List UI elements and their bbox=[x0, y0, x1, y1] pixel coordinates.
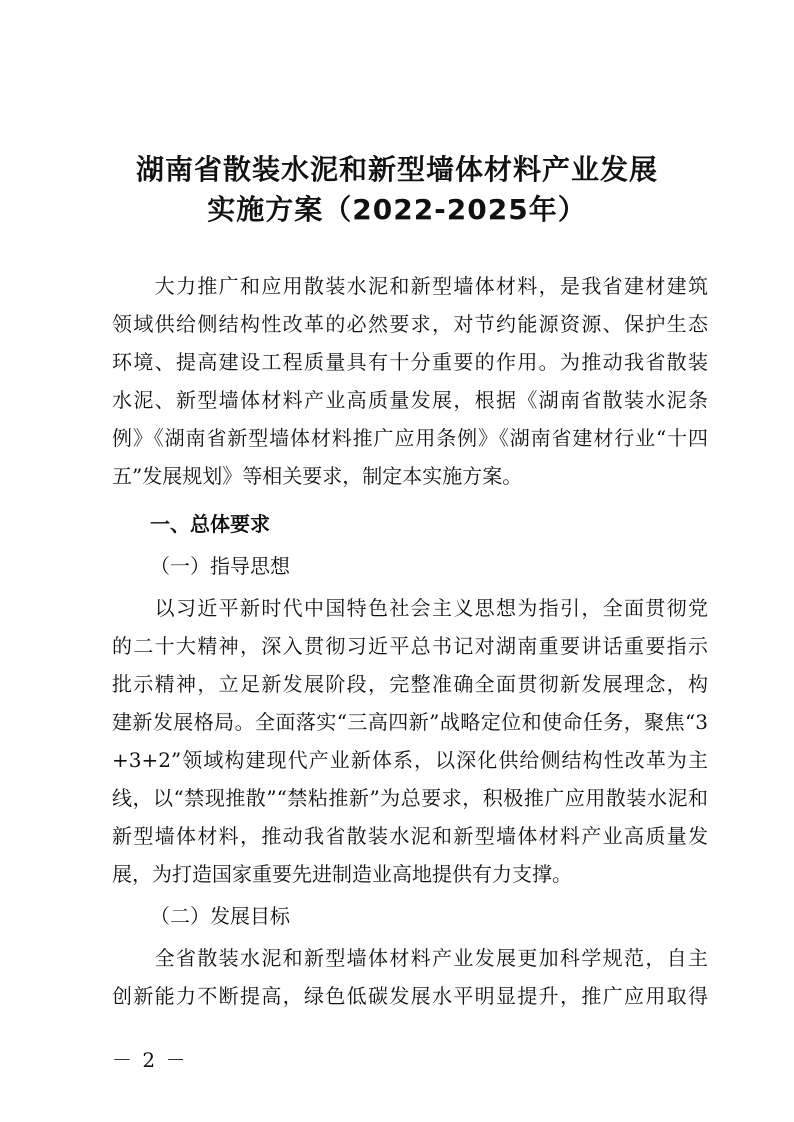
paragraph-line: 环境、提高建设工程质量具有十分重要的作用。为推动我省散装 bbox=[112, 350, 708, 374]
paragraph-line: 以习近平新时代中国特色社会主义思想为指引，全面贯彻党 bbox=[112, 596, 708, 620]
document-title-line-1: 湖南省散装水泥和新型墙体材料产业发展 bbox=[135, 153, 658, 186]
paragraph-line: 全省散装水泥和新型墙体材料产业发展更加科学规范，自主 bbox=[112, 946, 708, 970]
paragraph-line: 的二十大精神，深入贯彻习近平总书记对湖南重要讲话重要指示 bbox=[112, 634, 708, 658]
paragraph-line: 创新能力不断提高，绿色低碳发展水平明显提升，推广应用取得 bbox=[112, 984, 708, 1008]
paragraph-line: 线，以“禁现推散”“禁粘推新”为总要求，积极推广应用散装水泥和 bbox=[112, 786, 708, 810]
paragraph-line: 新型墙体材料，推动我省散装水泥和新型墙体材料产业高质量发 bbox=[112, 824, 708, 848]
subsection-heading: （一）指导思想 bbox=[150, 554, 290, 578]
document-title-line-2: 实施方案（2022-2025年） bbox=[207, 193, 587, 226]
paragraph-line: 建新发展格局。全面落实“三高四新”战略定位和使命任务，聚焦“3 bbox=[112, 710, 708, 734]
paragraph-line: 展，为打造国家重要先进制造业高地提供有力支撑。 bbox=[112, 862, 572, 886]
paragraph-line: 领域供给侧结构性改革的必然要求，对节约能源资源、保护生态 bbox=[112, 312, 708, 336]
subsection-heading: （二）发展目标 bbox=[150, 904, 290, 928]
paragraph-line: +3+2”领域构建现代产业新体系，以深化供给侧结构性改革为主 bbox=[112, 748, 708, 772]
page-number: － 2 － bbox=[112, 1048, 188, 1072]
paragraph-line: 例》《湖南省新型墙体材料推广应用条例》《湖南省建材行业“十四 bbox=[112, 426, 708, 450]
paragraph-line: 五”发展规划》等相关要求，制定本实施方案。 bbox=[112, 464, 523, 488]
paragraph-line: 水泥、新型墙体材料产业高质量发展，根据《湖南省散装水泥条 bbox=[112, 388, 708, 412]
paragraph-line: 批示精神，立足新发展阶段，完整准确全面贯彻新发展理念，构 bbox=[112, 672, 708, 696]
section-heading: 一、总体要求 bbox=[150, 512, 270, 536]
paragraph-line: 大力推广和应用散装水泥和新型墙体材料，是我省建材建筑 bbox=[112, 274, 708, 298]
